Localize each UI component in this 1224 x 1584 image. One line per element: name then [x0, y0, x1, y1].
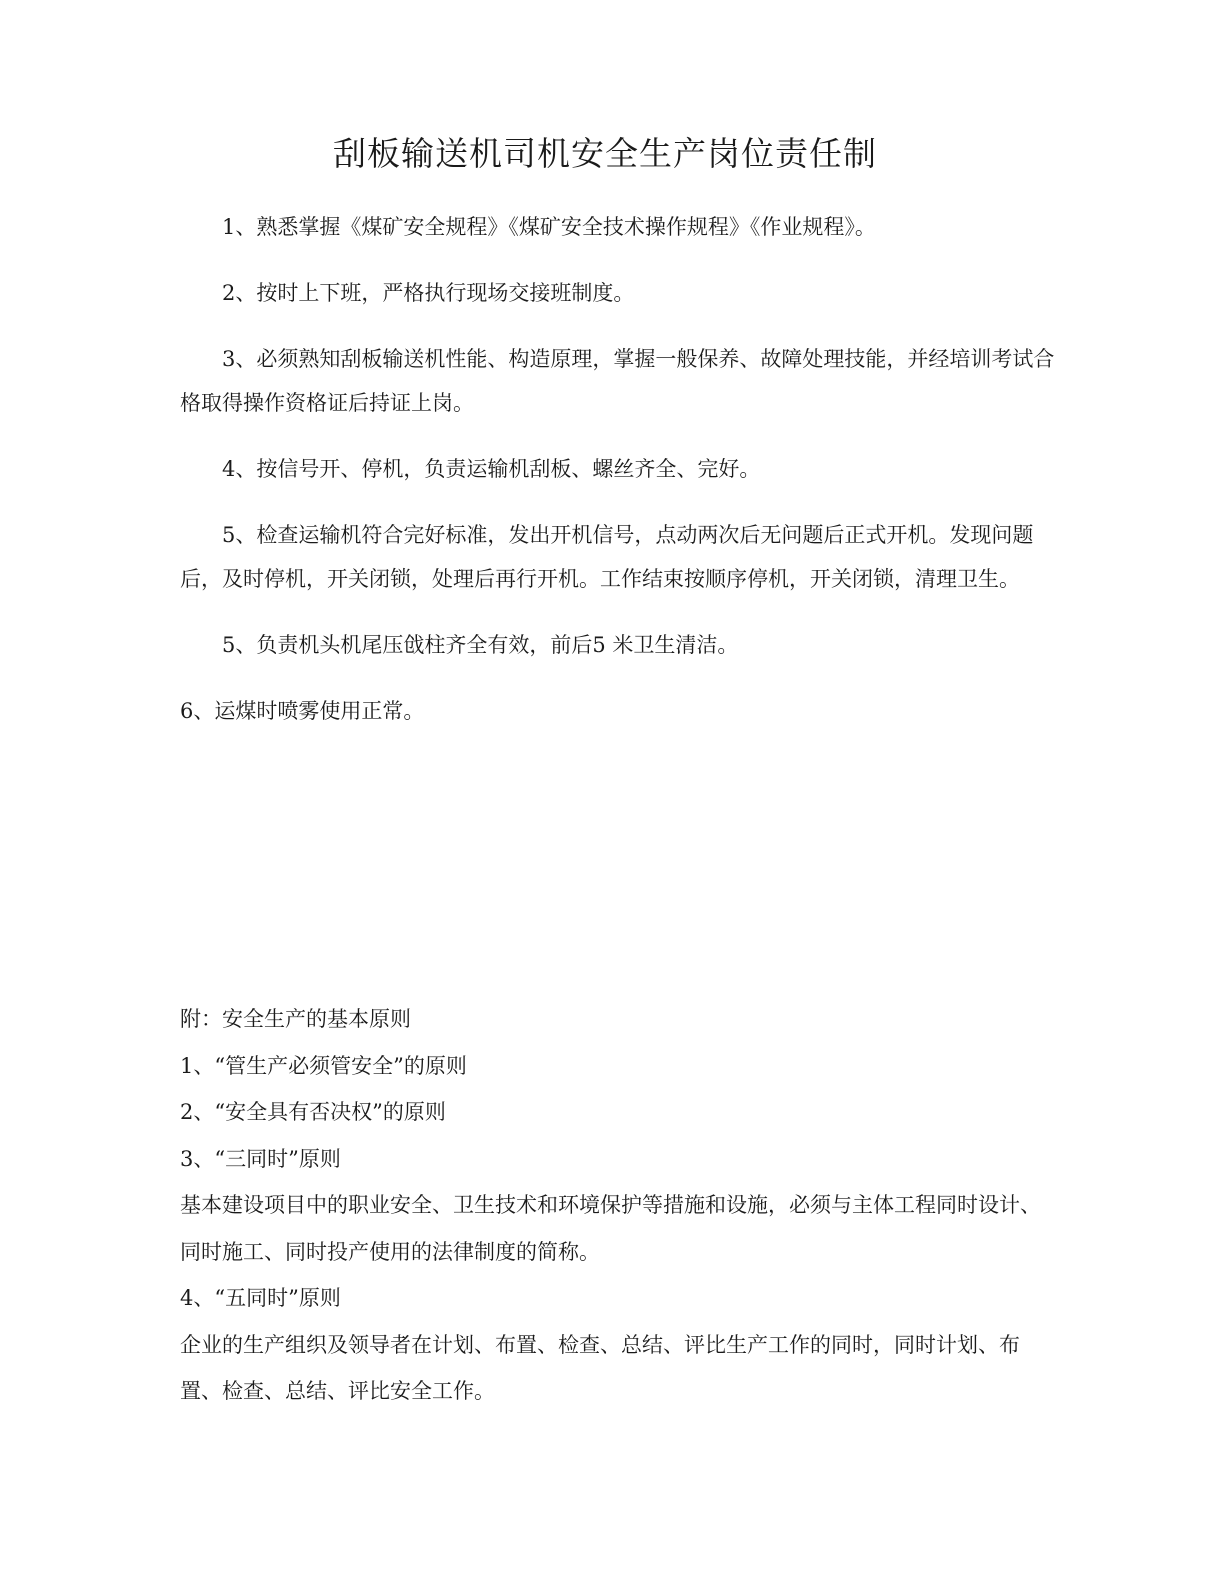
duty-list — [180, 205, 1060, 755]
appendix-item-description: 基本建设项目中的职业安全、卫生技术和环境保护等措施和设施，必须与主体工程同时设计、同时施工、同时投产使用的法律制度的简称。 — [180, 1193, 1041, 1264]
appendix-section — [180, 996, 1060, 1415]
duty-item: 6、运煤时喷雾使用正常。 — [180, 699, 425, 723]
appendix-item: 2、“安全具有否决权”的原则 — [180, 1100, 446, 1124]
appendix-heading: 附：安全生产的基本原则 — [180, 1007, 411, 1031]
document-title: 刮板输送机司机安全生产岗位责任制 — [333, 134, 877, 173]
appendix-item: 3、“三同时”原则 — [180, 1146, 341, 1171]
duty-item: 3、必须熟知刮板输送机性能、构造原理，掌握一般保养、故障处理技能，并经培训考试合格取得操作资格证后持证上岗。 — [180, 347, 1055, 415]
duty-item: 1、熟悉掌握《煤矿安全规程》《煤矿安全技术操作规程》《作业规程》。 — [222, 215, 876, 239]
duty-item: 5、检查运输机符合完好标准，发出开机信号，点动两次后无问题后正式开机。发现问题后，及时停机，开关闭锁，处理后再行开机。工作结束按顺序停机，开关闭锁，清理卫生。 — [180, 523, 1034, 591]
appendix-item-description: 企业的生产组织及领导者在计划、布置、检查、总结、评比生产工作的同时，同时计划、布置、检查、总结、评比安全工作。 — [180, 1332, 1020, 1403]
duty-item: 2、按时上下班，严格执行现场交接班制度。 — [222, 281, 635, 305]
appendix-item: 4、“五同时”原则 — [180, 1286, 341, 1310]
appendix-item: 1、“管生产必须管安全”的原则 — [180, 1053, 467, 1078]
duty-item: 5、负责机头机尾压戗柱齐全有效，前后5 米卫生清洁。 — [222, 633, 739, 657]
duty-item: 4、按信号开、停机，负责运输机刮板、螺丝齐全、完好。 — [222, 457, 761, 481]
